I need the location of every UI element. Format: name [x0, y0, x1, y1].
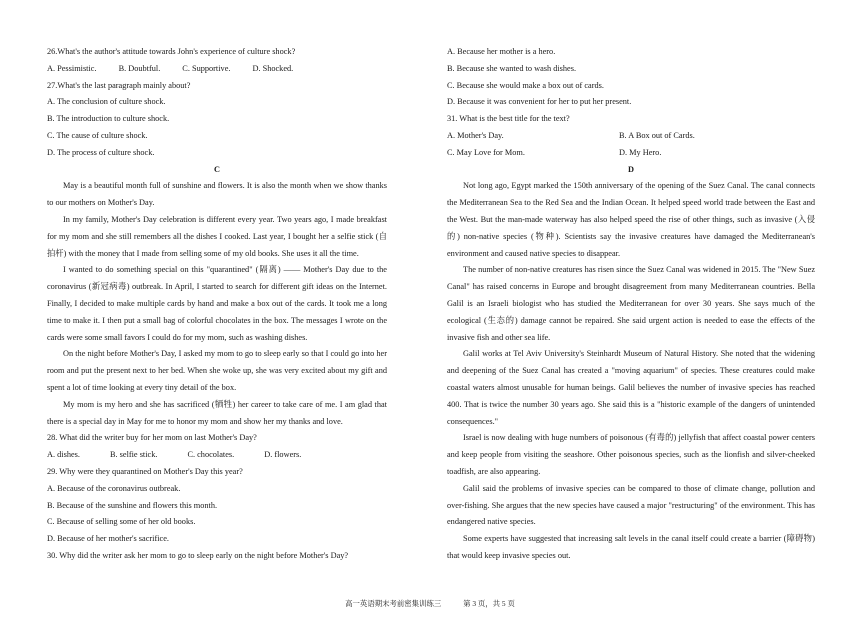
question-27-stem: 27.What's the last paragraph mainly about? [47, 80, 191, 90]
footer-page-number: 第 3 页，共 5 页 [463, 599, 515, 608]
option-d: D. Because it was convenient for her to put her present. [447, 97, 632, 107]
option-a: A. Mother's Day. [447, 130, 504, 140]
option-a: A. Because her mother is a hero. [447, 47, 556, 56]
question-28-stem: 28. What did the writer buy for her mom on last Mother's Day? [47, 433, 257, 443]
passage-paragraph: Some experts have suggested that increasing salt levels in the canal itself could create a barrier (障碍物) that would keep invasive species out. [447, 534, 815, 560]
passage-paragraph: Galil said the problems of invasive species can be compared to those of climate change, pollution and over-fishing. She argues that the new species have caused a major "restructuring" of the environment. This has endangered native species. [447, 483, 815, 527]
passage-paragraph: Not long ago, Egypt marked the 150th anniversary of the opening of the Suez Canal. The canal connects the Mediterranean Sea to the Red Sea and the Indian Ocean. It helped speed world trade between the East and the West. But the man-made waterway has also helped speed the rise of other things, such as invasive (入侵的) non-native species (物种). Scientists say the invasive creatures have damaged the Mediterranean's environment and caused native species to disappear. [447, 181, 815, 258]
option-c: C. Because she would make a box out of cards. [447, 80, 604, 90]
question-31-stem: 31. What is the best title for the text? [447, 114, 570, 124]
question-30-stem: 30. Why did the writer ask her mom to go to sleep early on the night before Mother's Day? [47, 550, 349, 560]
passage-paragraph: On the night before Mother's Day, I asked my mom to go to sleep early so that I could go into her room and put the present next to her bed. When she woke up, she was very excited about my gift and spent a lot of time looking at every tiny detail of the box. [47, 349, 387, 392]
option-b: B. selfie stick. [109, 450, 158, 460]
passage-paragraph: The number of non-native creatures has risen since the Suez Canal was widened in 2015. The "New Suez Canal" has raised concerns in Europe and brought disagreement from many Mediterranean countries. Bella Galil is an Israeli biologist who has studied the Mediterranean for over 30 years. She says much of the ecological (生态的) damage cannot be repaired. She said urgent action is needed to ease the effects of the invasive fish and other sea life. [447, 265, 815, 342]
question-29-stem: 29. Why were they quarantined on Mother's Day this year? [47, 466, 243, 476]
option-a: A. dishes. [47, 450, 80, 460]
question-26-stem: 26.What's the author's attitude towards John's experience of culture shock? [47, 47, 296, 56]
passage-paragraph: Galil works at Tel Aviv University's Steinhardt Museum of Natural History. She noted that the widening and deepening of the Suez Canal has created a "moving aquarium" of species. These creatures could make coastal waters almost unusable for human beings. Galil believes the number of invasive species has reached 400. That is twice the number 30 years ago. She said this is a "historic example of the dangers of unintended consequences." [447, 349, 815, 426]
option-c: C. Because of selling some of her old books. [47, 517, 196, 527]
option-b: B. Because of the sunshine and flowers this month. [47, 500, 218, 510]
option-c: C. Supportive. [182, 63, 231, 73]
option-d: D. Shocked. [252, 63, 294, 73]
option-b: B. A Box out of Cards. [619, 130, 695, 140]
option-b: B. Doubtful. [118, 63, 161, 73]
footer-title: 高一英语期末考前密集训练三 [345, 599, 442, 608]
option-c: C. The cause of culture shock. [47, 130, 148, 140]
option-d: D. The process of culture shock. [47, 147, 155, 157]
question-26-options [47, 61, 387, 78]
section-d-heading: D [628, 164, 634, 174]
passage-paragraph: May is a beautiful month full of sunshine and flowers. It is also the month when we show thanks to our mothers on Mother's Day. [47, 181, 387, 208]
passage-paragraph: I wanted to do something special on this "quarantined" (隔离) —— Mother's Day due to the coronavirus (新冠病毒) outbreak. In April, I started to search for different gift ideas on the Internet. Finally, I decided to make multiple cards by hand and make a box out of the cards. It took me a long time to make it. I then put a small bag of colorful chocolates in the box. The messages I wrote on the cards were some small favors I could do for my mom, such as washing dishes. [47, 265, 387, 342]
option-b: B. The introduction to culture shock. [47, 114, 170, 124]
question-31-options-row1 [447, 128, 815, 145]
option-d: D. flowers. [264, 450, 302, 460]
passage-paragraph: In my family, Mother's Day celebration is different every year. Two years ago, I made breakfast for my mom and she still remembers all the dishes I cooked. Last year, I bought her a selfie stick (自拍杆) with the money that I made from selling some of my old books. She uses it all the time. [47, 214, 387, 258]
option-a: A. The conclusion of culture shock. [47, 97, 166, 107]
option-a: A. Pessimistic. [47, 63, 97, 73]
option-b: B. Because she wanted to wash dishes. [447, 63, 577, 73]
left-column [47, 44, 387, 565]
option-d: D. Because of her mother's sacrifice. [47, 534, 169, 544]
passage-paragraph: Israel is now dealing with huge numbers of poisonous (有毒的) jellyfish that affect coastal power centers and keep people from visiting the seashore. Other poisonous species, such as the lionfish and silver-cheeked toadfish, are also appearing. [447, 433, 815, 476]
option-a: A. Because of the coronavirus outbreak. [47, 483, 181, 493]
option-d: D. My Hero. [619, 147, 662, 157]
section-c-heading: C [214, 164, 220, 174]
question-28-options [47, 447, 387, 464]
right-column [447, 44, 815, 565]
question-31-options-row2 [447, 145, 815, 162]
option-c: C. May Love for Mom. [447, 147, 525, 157]
passage-paragraph: My mom is my hero and she has sacrificed (牺牲) her career to take care of me. I am glad that there is a special day in May for me to honor my mom and show her my thanks and love. [47, 399, 387, 426]
page-footer [0, 598, 860, 609]
option-c: C. chocolates. [187, 450, 235, 460]
